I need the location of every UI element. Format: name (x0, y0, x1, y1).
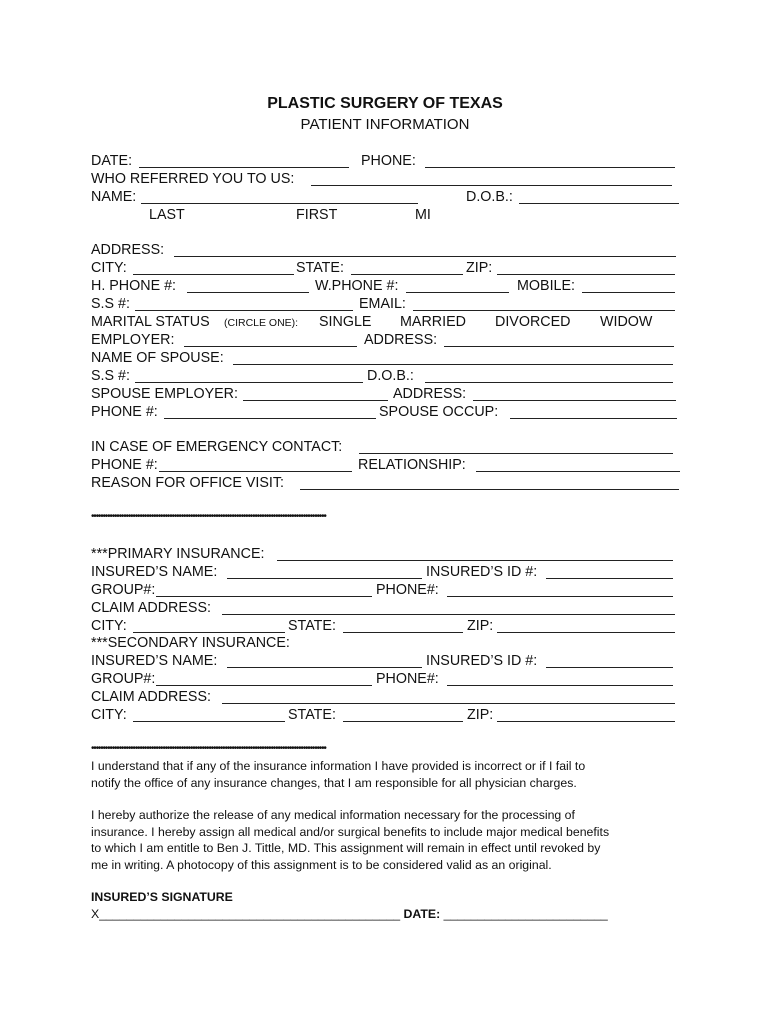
primary-insured-name-label: INSURED’S NAME: (91, 564, 218, 580)
relationship-field[interactable] (476, 471, 680, 472)
primary-insured-name-field[interactable] (227, 578, 422, 579)
date-label: DATE: (91, 153, 133, 169)
employer-address-label: ADDRESS: (364, 332, 438, 348)
email-label: EMAIL: (359, 296, 406, 312)
insured-signature-heading: INSURED’S SIGNATURE (91, 890, 233, 904)
ss-label: S.S #: (91, 296, 130, 312)
signature-date-label: DATE: (403, 907, 441, 921)
primary-group-label: GROUP#: (91, 582, 156, 598)
spouse-address-field[interactable] (473, 400, 676, 401)
work-phone-label: W.PHONE #: (315, 278, 399, 294)
secondary-claim-address-row (91, 688, 681, 706)
emergency-phone-label: PHONE #: (91, 457, 158, 473)
primary-claim-address-row (91, 599, 681, 617)
secondary-group-label: GROUP#: (91, 671, 156, 687)
primary-phone-label: PHONE#: (376, 582, 439, 598)
marital-status-label: MARITAL STATUS (91, 314, 210, 330)
name-parts-row (91, 206, 681, 224)
spouse-name-row (91, 349, 681, 367)
mobile-field[interactable] (582, 292, 675, 293)
secondary-city-field[interactable] (133, 721, 285, 722)
section-separator: •••••••••••••••••••••••••••••••••••••••••••••••••••••••••••••••••••••••••••••••••••••••••••••••••••••• (91, 512, 326, 522)
signature-field[interactable]: X____________________________________________ (91, 907, 401, 921)
zip-label: ZIP: (466, 260, 493, 276)
emergency-phone-row (91, 456, 681, 474)
address-field[interactable] (174, 256, 676, 257)
marital-status-row (91, 313, 681, 331)
reason-visit-label: REASON FOR OFFICE VISIT: (91, 475, 285, 491)
secondary-zip-label: ZIP: (467, 707, 494, 723)
spouse-name-field[interactable] (233, 364, 673, 365)
primary-insurance-row (91, 545, 681, 563)
date-field[interactable] (139, 167, 349, 168)
phone-field[interactable] (425, 167, 675, 168)
state-field[interactable] (351, 274, 463, 275)
dob-label: D.O.B.: (466, 189, 513, 205)
secondary-city-label: CITY: (91, 707, 127, 723)
secondary-insured-name-field[interactable] (227, 667, 422, 668)
primary-phone-field[interactable] (447, 596, 673, 597)
marital-option-single[interactable]: SINGLE (319, 314, 372, 330)
responsibility-line-2: notify the office of any insurance changes, that I am responsible for all physician charges. (91, 775, 577, 790)
ss-email-row (91, 295, 681, 313)
secondary-state-field[interactable] (343, 721, 463, 722)
home-phone-label: H. PHONE #: (91, 278, 177, 294)
spouse-name-label: NAME OF SPOUSE: (91, 350, 224, 366)
work-phone-field[interactable] (406, 292, 509, 293)
spouse-ss-dob-row (91, 367, 681, 385)
primary-city-state-zip-row (91, 617, 681, 635)
phone-label: PHONE: (361, 153, 416, 169)
secondary-phone-field[interactable] (447, 685, 673, 686)
spouse-employer-label: SPOUSE EMPLOYER: (91, 386, 238, 402)
primary-zip-label: ZIP: (467, 618, 494, 634)
emergency-contact-row (91, 438, 681, 456)
spouse-occupation-label: SPOUSE OCCUP: (379, 404, 499, 420)
email-field[interactable] (413, 310, 675, 311)
reason-visit-field[interactable] (300, 489, 679, 490)
spouse-phone-occup-row (91, 403, 681, 421)
name-label: NAME: (91, 189, 137, 205)
primary-insured-id-label: INSURED’S ID #: (426, 564, 538, 580)
signature-date-field[interactable]: ________________________ (443, 907, 608, 921)
primary-city-field[interactable] (133, 632, 285, 633)
secondary-zip-field[interactable] (497, 721, 675, 722)
spouse-employer-field[interactable] (243, 400, 388, 401)
primary-insured-row (91, 563, 681, 581)
spouse-dob-field[interactable] (425, 382, 673, 383)
signature-line-row (91, 906, 691, 923)
referred-row (91, 170, 681, 188)
primary-state-label: STATE: (288, 618, 336, 634)
secondary-insurance-label: ***SECONDARY INSURANCE: (91, 635, 290, 651)
secondary-insured-name-label: INSURED’S NAME: (91, 653, 218, 669)
section-separator-2: •••••••••••••••••••••••••••••••••••••••••••••••••••••••••••••••••••••••••••••••••••••••••••••••••••••• (91, 744, 326, 754)
primary-group-row (91, 581, 681, 599)
form-title: PLASTIC SURGERY OF TEXAS (267, 95, 503, 112)
secondary-claim-address-field[interactable] (222, 703, 675, 704)
spouse-ss-label: S.S #: (91, 368, 130, 384)
authorization-line-4: me in writing. A photocopy of this assignment is to be considered valid as an original. (91, 857, 552, 872)
emergency-phone-field[interactable] (159, 471, 352, 472)
primary-city-label: CITY: (91, 618, 127, 634)
reason-visit-row (91, 474, 681, 492)
primary-zip-field[interactable] (497, 632, 675, 633)
authorization-statement (91, 807, 691, 873)
secondary-insured-id-label: INSURED’S ID #: (426, 653, 538, 669)
spouse-address-label: ADDRESS: (393, 386, 467, 402)
spouse-dob-label: D.O.B.: (367, 368, 414, 384)
secondary-state-label: STATE: (288, 707, 336, 723)
city-label: CITY: (91, 260, 127, 276)
marital-option-divorced[interactable]: DIVORCED (495, 314, 571, 330)
home-phone-field[interactable] (187, 292, 309, 293)
name-field[interactable] (141, 203, 418, 204)
primary-state-field[interactable] (343, 632, 463, 633)
primary-group-field[interactable] (156, 596, 372, 597)
spouse-employer-row (91, 385, 681, 403)
referred-label: WHO REFERRED YOU TO US: (91, 171, 295, 187)
secondary-city-state-zip-row (91, 706, 681, 724)
primary-claim-address-field[interactable] (222, 614, 675, 615)
city-field[interactable] (133, 274, 294, 275)
secondary-group-field[interactable] (156, 685, 372, 686)
secondary-claim-address-label: CLAIM ADDRESS: (91, 689, 211, 705)
spouse-ss-field[interactable] (135, 382, 363, 383)
primary-claim-address-label: CLAIM ADDRESS: (91, 600, 211, 616)
secondary-insured-id-field[interactable] (546, 667, 673, 668)
authorization-line-2: insurance. I hereby assign all medical and/or surgical benefits to include major medical benefits (91, 824, 610, 839)
employer-label: EMPLOYER: (91, 332, 175, 348)
primary-insurance-label: ***PRIMARY INSURANCE: (91, 546, 265, 562)
ss-field[interactable] (135, 310, 353, 311)
responsibility-line-1: I understand that if any of the insurance information I have provided is incorrect or if I fail to (91, 759, 586, 773)
mobile-label: MOBILE: (517, 278, 575, 294)
form-subtitle: PATIENT INFORMATION (300, 116, 470, 133)
referred-field[interactable] (311, 185, 672, 186)
primary-insured-id-field[interactable] (546, 578, 673, 579)
address-label: ADDRESS: (91, 242, 165, 258)
primary-insurance-field[interactable] (277, 560, 673, 561)
last-name-caption: LAST (149, 207, 185, 223)
name-dob-row (91, 188, 681, 206)
address-row (91, 241, 681, 259)
secondary-insurance-row (91, 634, 681, 652)
employer-address-field[interactable] (444, 346, 674, 347)
spouse-phone-field[interactable] (164, 418, 376, 419)
marital-option-married[interactable]: MARRIED (400, 314, 466, 330)
employer-field[interactable] (184, 346, 357, 347)
authorization-line-3: to which I am entitle to Ben J. Tittle, MD. This assignment will remain in effect until revoked by (91, 841, 601, 855)
secondary-group-row (91, 670, 681, 688)
date-phone-row (91, 152, 681, 170)
responsibility-statement (91, 758, 691, 791)
emergency-contact-label: IN CASE OF EMERGENCY CONTACT: (91, 439, 343, 455)
marital-option-widow[interactable]: WIDOW (600, 314, 653, 330)
dob-field[interactable] (519, 203, 679, 204)
circle-one-note: (CIRCLE ONE): (224, 317, 299, 329)
secondary-phone-label: PHONE#: (376, 671, 439, 687)
authorization-line-1: I hereby authorize the release of any medical information necessary for the processing of (91, 808, 575, 822)
relationship-label: RELATIONSHIP: (358, 457, 466, 473)
secondary-insured-row (91, 652, 681, 670)
emergency-contact-field[interactable] (359, 453, 673, 454)
zip-field[interactable] (497, 274, 675, 275)
employer-row (91, 331, 681, 349)
state-label: STATE: (296, 260, 344, 276)
spouse-occupation-field[interactable] (510, 418, 677, 419)
city-state-zip-row (91, 259, 681, 277)
spouse-phone-label: PHONE #: (91, 404, 158, 420)
phones-row (91, 277, 681, 295)
first-name-caption: FIRST (296, 207, 338, 223)
middle-initial-caption: MI (415, 207, 431, 223)
